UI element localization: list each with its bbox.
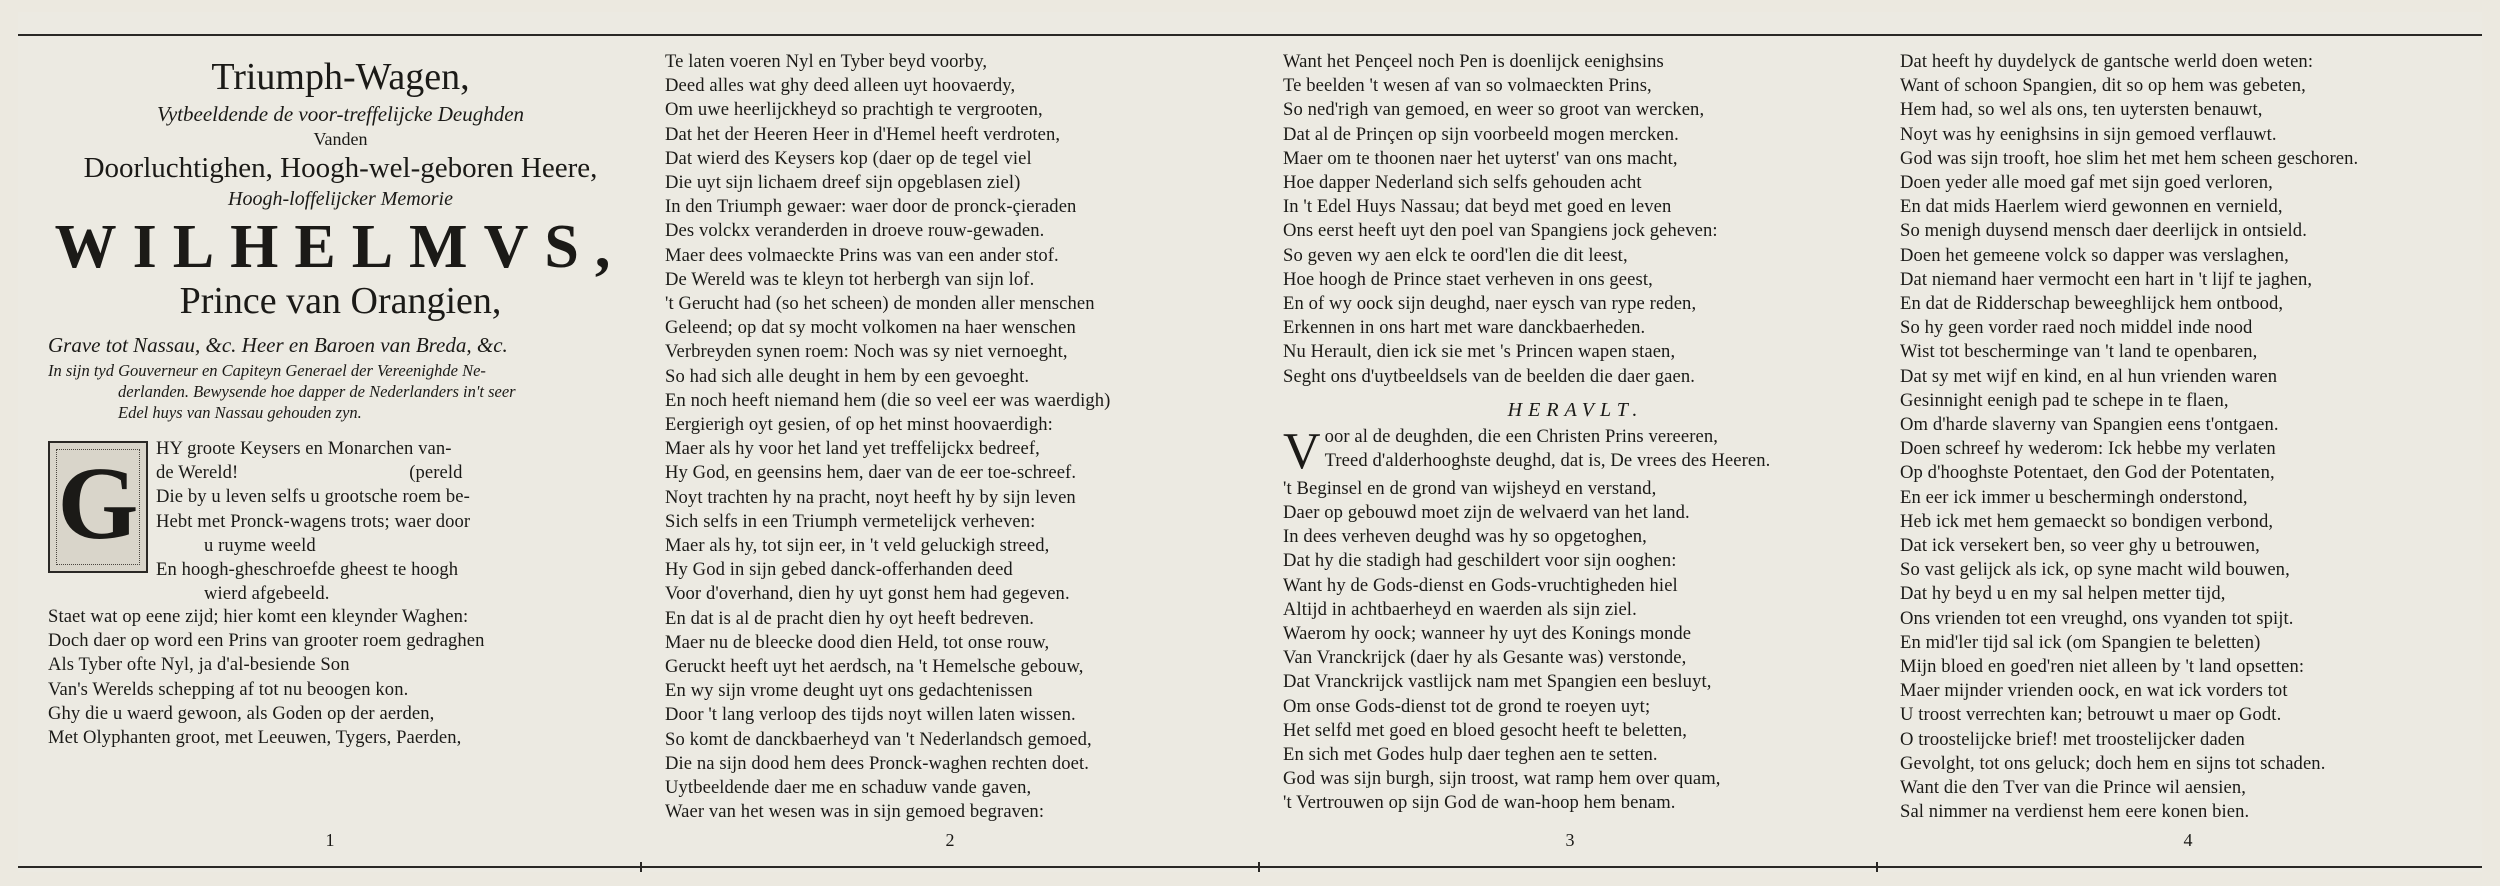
column-4 <box>1900 50 2485 862</box>
verse-line: Doen het gemeene volck so dapper was verslaghen, <box>1900 244 2289 266</box>
verse-line: Voor d'overhand, dien hy uyt gonst hem had gegeven. <box>665 583 1070 605</box>
verse-line: So vast gelijck als ick, op syne macht wild bouwen, <box>1900 559 2290 581</box>
verse-line: Treed d'alderhooghste deughd, dat is, De vrees des Heeren. <box>1324 450 1771 472</box>
verse-line: Maer mijnder vrienden oock, en wat ick vorders tot <box>1900 680 2288 702</box>
subtitle: Vytbeeldende de voor-treffelijcke Deughden <box>156 102 525 126</box>
verse-line: De Wereld was te kleyn tot herbergh van sijn lof. <box>665 268 1035 290</box>
verse-line: Om uwe heerlijckheyd so prachtigh te vergrooten, <box>665 99 1043 121</box>
verse-line: Te beelden 't wesen af van so volmaeckten Prins, <box>1283 75 1652 97</box>
verse-line: Hoe hoogh de Prince staet verheven in ons geest, <box>1283 268 1653 290</box>
verse-line: Waerom hy oock; wanneer hy uyt des Konings monde <box>1283 623 1692 645</box>
verse-line: Altijd in achtbaerheyd en waerden als sijn ziel. <box>1283 598 1637 620</box>
verse-line: Hem had, so wel als ons, ten uytersten benauwt, <box>1900 99 2263 121</box>
verse-line: Dat al de Prinçen op sijn voorbeeld mogen mercken. <box>1283 123 1679 145</box>
verse-line: En dat is al de pracht dien hy oyt heeft bedreven. <box>665 607 1034 629</box>
verse-line: Noyt trachten hy na pracht, noyt heeft hy by sijn leven <box>665 486 1076 508</box>
verse-line: Geruckt heeft uyt het aerdsch, na 't Hemelsche gebouw, <box>665 656 1084 678</box>
verse-line: En hoogh-gheschroefde gheest te hoogh <box>156 559 459 581</box>
verse-line: Maer als hy, tot sijn eer, in 't veld geluckigh streed, <box>665 535 1050 557</box>
verse-line: Verbreyden synen roem: Noch was sy niet vernoeght, <box>665 341 1068 363</box>
verse-line: In 't Edel Huys Nassau; dat beyd met goed en leven <box>1283 196 1672 218</box>
verse-line: 't Vertrouwen op sijn God de wan-hoop hem benam. <box>1283 792 1676 814</box>
intro-block <box>48 437 633 605</box>
verse-line: Want of schoon Spangien, dit so op hem was gebeten, <box>1900 75 2306 97</box>
verse-line: En noch heeft niemand hem (die so veel eer was waerdigh) <box>665 389 1111 411</box>
verse-line: Eergierigh oyt gesien, of op het minst hoovaerdigh: <box>665 414 1053 436</box>
verse-line: En of wy oock sijn deughd, naer eysch van rype reden, <box>1283 293 1697 315</box>
verse-line: Van Vranckrijck (daer hy als Gesante was) verstonde, <box>1283 647 1687 669</box>
verse-line: Doch daer op word een Prins van grooter roem gedraghen <box>48 630 485 652</box>
page-number: 1 <box>325 830 335 850</box>
top-rule <box>18 34 2482 36</box>
verse-line: So geven wy aen elck te oord'len die dit leest, <box>1283 244 1628 266</box>
verse-line: Staet wat op eene zijd; hier komt een kleynder Waghen: <box>48 606 469 627</box>
column-divider-tick <box>640 862 642 872</box>
verse-line: En dat mids Haerlem wierd gewonnen en vernield, <box>1900 196 2283 218</box>
column-2 <box>665 50 1250 862</box>
verse-line: En dat de Ridderschap beweeghlijck hem ontbood, <box>1900 293 2284 315</box>
verse-line: God was sijn trooft, hoe slim het met hem scheen geschoren. <box>1900 147 2359 169</box>
verse-line: Deed alles wat ghy deed alleen uyt hoovaerdy, <box>665 75 1016 97</box>
verse-line: Dat heeft hy duydelyck de gantsche werld doen weten: <box>1900 51 2314 72</box>
grave-line: Grave tot Nassau, &c. Heer en Baroen van Breda, &c. <box>48 333 508 357</box>
verse-line: Sich selfs in een Triumph vermetelijck verheven: <box>665 510 1036 532</box>
verse-line: So hy geen vorder raed noch middel inde nood <box>1900 317 2253 339</box>
gouverneur-line: Edel huys van Nassau gehouden zyn. <box>118 403 362 422</box>
verse-line: Te laten voeren Nyl en Tyber beyd voorby, <box>665 51 988 72</box>
column-divider-tick <box>1258 862 1260 872</box>
column-divider-tick <box>1876 862 1878 872</box>
verse-line: Hy God, en geensins hem, daer van de eer toe-schreef. <box>665 462 1077 484</box>
verse-line: Maer als hy voor het land yet treffelijckx bedreef, <box>665 438 1040 460</box>
verse-line: Dat sy met wijf en kind, en al hun vrienden waren <box>1900 365 2278 387</box>
initial-letter: G <box>57 446 139 561</box>
bottom-rule <box>18 866 2482 868</box>
verse-line: Die uyt sijn lichaem dreef sijn opgeblasen ziel) <box>665 172 1021 194</box>
verse-line: Die by u leven selfs u grootsche roem be- <box>156 486 470 508</box>
verse-line: Erkennen in ons hart met ware danckbaerheden. <box>1283 317 1646 339</box>
verse-line: oor al de deughden, die een Christen Prins vereeren, <box>1324 425 1719 447</box>
verse-line: Dat niemand haer vermocht een hart in 't lijf te jaghen, <box>1900 268 2313 290</box>
verse-line: u ruyme weeld <box>204 534 316 556</box>
verse-line: Gesinnight eenigh pad te schepe in te flaen, <box>1900 389 2229 411</box>
verse-line: Om onse Gods-dienst tot de grond te roeyen uyt; <box>1283 695 1651 717</box>
verse-line: Wist tot bescherminge van 't land te openbaren, <box>1900 341 2258 363</box>
decorated-initial <box>48 441 148 573</box>
gouverneur-line: derlanden. Bewysende hoe dapper de Nederlanders in't seer <box>118 382 516 401</box>
verse-line: Hy God in sijn gebed danck-offerhanden deed <box>665 559 1013 581</box>
verse-line: In dees verheven deughd was hy so opgetoghen, <box>1283 526 1647 548</box>
verse-line: U troost verrechten kan; betrouwt u maer op Godt. <box>1900 704 2282 726</box>
verse-line: de Wereld! (pereld <box>156 462 463 484</box>
verse-line: Door 't lang verloop des tijds noyt willen laten wissen. <box>665 704 1076 726</box>
verse-line: Hoe dapper Nederland sich selfs gehouden acht <box>1283 172 1642 194</box>
verse-line: Doen yeder alle moed gaf met sijn goed verloren, <box>1900 172 2273 194</box>
verse-line: Op d'hooghste Potentaet, den God der Potentaten, <box>1900 462 2275 484</box>
name-heading: WILHELMVS, <box>54 213 627 281</box>
title: Triumph-Wagen, <box>211 56 470 98</box>
verse-line: Als Tyber ofte Nyl, ja d'al-besiende Son <box>48 654 350 676</box>
verse-line: En eer ick immer u beschermingh onderstond, <box>1900 486 2248 508</box>
verse-line: 't Beginsel en de grond van wijsheyd en verstand, <box>1283 477 1657 499</box>
verse-line: So had sich alle deught in hem by een gevoeght. <box>665 365 1030 387</box>
column-3 <box>1283 50 1868 862</box>
verse-line: En wy sijn vrome deught uyt ons gedachtenissen <box>665 680 1033 702</box>
verse-line: Ons eerst heeft uyt den poel van Spangiens jock geheven: <box>1283 220 1718 242</box>
verse-line: Ghy die u waerd gewoon, als Goden op der aerden, <box>48 702 435 724</box>
verse-line: Maer om te thoonen naer het uyterst' van ons macht, <box>1283 147 1678 169</box>
verse-line: Maer nu de bleecke dood dien Held, tot onse rouw, <box>665 631 1050 653</box>
column-1 <box>48 50 633 862</box>
doorluchtighen-line: Doorluchtighen, Hoogh-wel-geboren Heere, <box>83 152 598 184</box>
verse-line: O troostelijcke brief! met troostelijcker daden <box>1900 728 2245 750</box>
verse-line: Sal nimmer na verdienst hem eere konen bien. <box>1900 801 2250 823</box>
page-number: 4 <box>2183 830 2193 850</box>
verse-line: Hebt met Pronck-wagens trots; waer door <box>156 510 471 532</box>
verse-line: 't Gerucht had (so het scheen) de monden aller menschen <box>665 293 1095 315</box>
verse-line: Seght ons d'uytbeeldsels van de beelden die daer gaen. <box>1283 365 1696 387</box>
verse-line: Dat hy die stadigh had geschildert voor sijn ooghen: <box>1283 550 1677 572</box>
verse-line: En sich met Godes hulp daer teghen aen te setten. <box>1283 744 1658 766</box>
verse-line: So menigh duysend mensch daer deerlijck in ontsield. <box>1900 220 2307 242</box>
verse-line: Want hy de Gods-dienst en Gods-vruchtigheden hiel <box>1283 574 1678 596</box>
prince-heading: Prince van Orangien, <box>179 280 502 322</box>
verse-line: Daer op gebouwd moet zijn de welvaerd van het land. <box>1283 502 1690 524</box>
gouverneur-line: In sijn tyd Gouverneur en Capiteyn Generael der Vereenighde Ne- <box>48 361 486 380</box>
verse-line: So komt de danckbaerheyd van 't Nederlandsch gemoed, <box>665 728 1092 750</box>
vanden-line: Vanden <box>313 129 368 149</box>
verse-line: Maer dees volmaeckte Prins was van een ander stof. <box>665 244 1059 266</box>
verse-line: Want het Pençeel noch Pen is doenlijck eenighsins <box>1283 51 1664 72</box>
verse-line: Dat wierd des Keysers kop (daer op de tegel viel <box>665 147 1032 169</box>
verse-line: Uytbeeldende daer me en schaduw vande gaven, <box>665 777 1032 799</box>
verse-line: Des volckx veranderden in droeve rouw-gewaden. <box>665 220 1045 242</box>
verse-line: Dat het der Heeren Heer in d'Hemel heeft verdroten, <box>665 123 1061 145</box>
verse-line: Om d'harde slaverny van Spangien eens t'ontgaen. <box>1900 414 2279 436</box>
verse-line: Doen schreef hy wederom: Ick hebbe my verlaten <box>1900 438 2276 460</box>
initial-letter: V <box>1283 422 1321 480</box>
verse-block <box>48 605 633 750</box>
verse-line: In den Triumph gewaer: waer door de pronck-çieraden <box>665 196 1077 218</box>
verse-line: Dat Vranckrijck vastlijck nam met Spangien een besluyt, <box>1283 671 1712 693</box>
memorie-line: Hoogh-loffelijcker Memorie <box>228 188 453 210</box>
verse-line: Waer van het wesen was in sijn gemoed begraven: <box>665 801 1045 823</box>
page-number: 3 <box>1565 830 1575 850</box>
herault-verse <box>1283 422 1868 816</box>
verse-line: Met Olyphanten groot, met Leeuwen, Tygers, Paerden, <box>48 727 462 749</box>
verse-line: Dat hy beyd u en my sal helpen metter tijd, <box>1900 583 2226 605</box>
verse-line: Want die den Tver van die Prince wil aensien, <box>1900 777 2247 799</box>
verse-line: So ned'righ van gemoed, en weer so groot van wercken, <box>1283 99 1705 121</box>
verse-line: Ons vrienden tot een vreughd, ons vyanden tot spijt. <box>1900 607 2294 629</box>
verse-line: Dat ick versekert ben, so veer ghy u betrouwen, <box>1900 535 2260 557</box>
verse-line: wierd afgebeeld. <box>204 583 330 605</box>
verse-line: Heb ick met hem gemaeckt so bondigen verbond, <box>1900 510 2274 532</box>
verse-line: Gevolght, tot ons geluck; doch hem en sijns tot schaden. <box>1900 752 2326 774</box>
verse-line: HY groote Keysers en Monarchen van- <box>156 438 452 459</box>
verse-line: Geleend; op dat sy mocht volkomen na haer wenschen <box>665 317 1076 339</box>
verse-line: Nu Herault, dien ick sie met 's Princen wapen staen, <box>1283 341 1676 363</box>
verse-line: En mid'ler tijd sal ick (om Spangien te beletten) <box>1900 631 2261 653</box>
page-number: 2 <box>945 830 955 850</box>
verse-line: Van's Werelds schepping af tot nu beoogen kon. <box>48 678 409 700</box>
verse-line: God was sijn burgh, sijn troost, wat ramp hem over quam, <box>1283 768 1721 790</box>
verse-line: Noyt was hy eenighsins in sijn gemoed verflauwt. <box>1900 123 2277 145</box>
verse-line: Die na sijn dood hem dees Pronck-waghen rechten doet. <box>665 752 1090 774</box>
verse-line: Mijn bloed en goed'ren niet alleen by 't land opsetten: <box>1900 656 2305 678</box>
verse-line: Het selfd met goed en bloed gesocht heeft te beletten, <box>1283 719 1687 741</box>
herault-heading: HERAVLT. <box>1507 398 1644 421</box>
